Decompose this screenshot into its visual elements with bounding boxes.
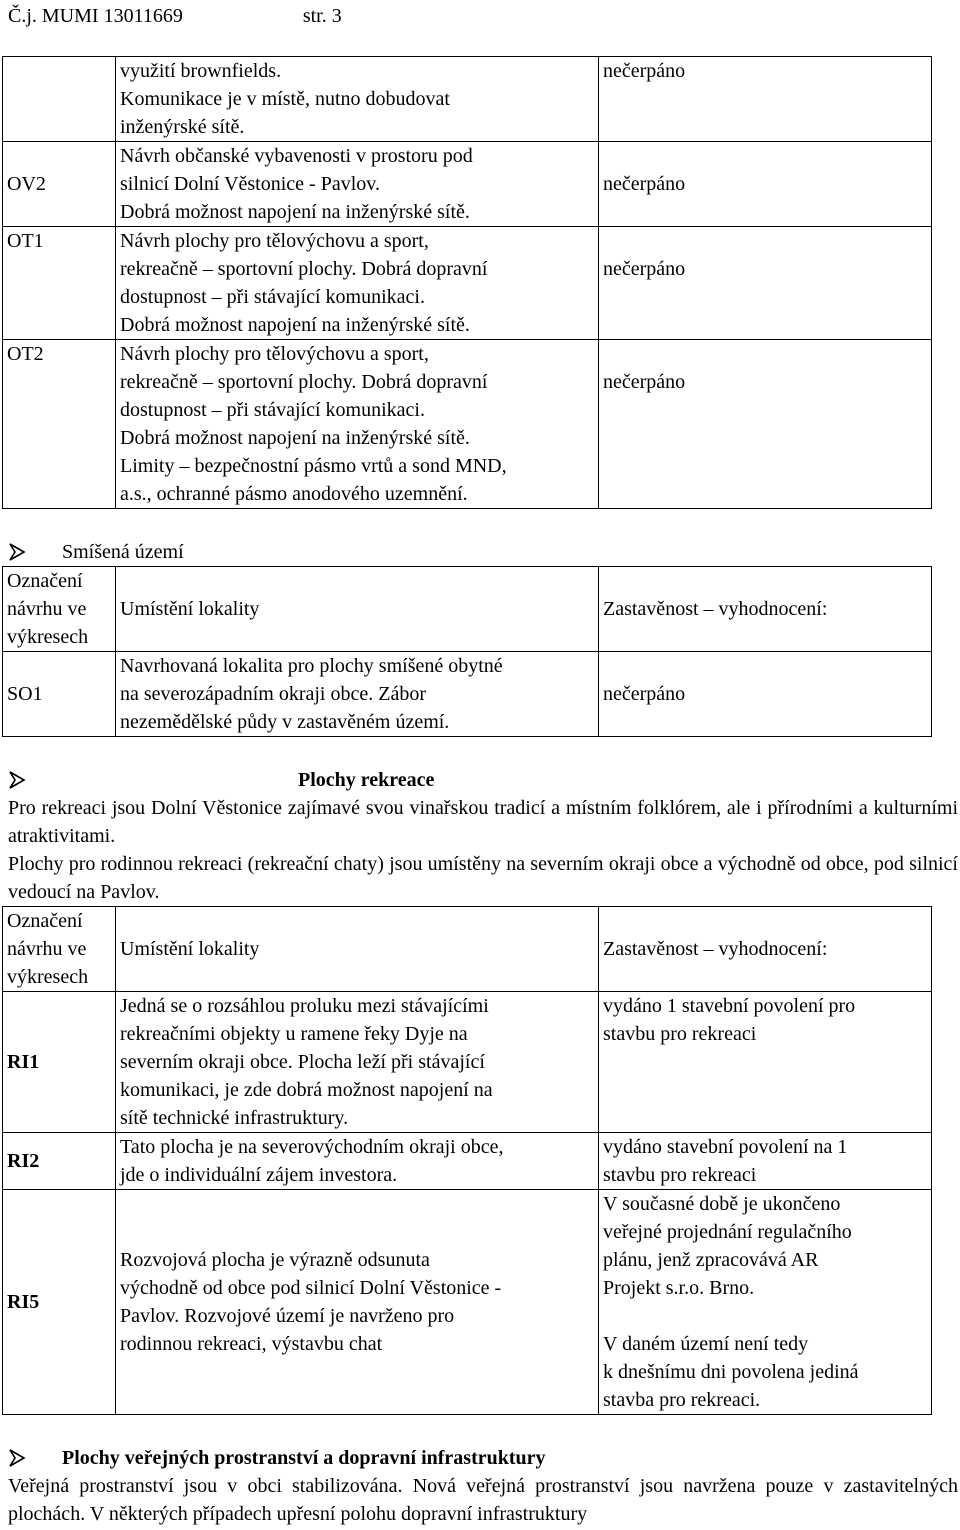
document-number: Č.j. MUMI 13011669 (8, 5, 183, 27)
arrowhead-bullet-icon (8, 1449, 26, 1467)
header-code-line: návrhu ve (7, 938, 87, 960)
public-spaces-paragraph: Veřejná prostranství jsou v obci stabilizována. Nová veřejná prostranství jsou navržena pouze v zastavitelných plochách. V některých případech upřesní polohu dopravní infrastruktury (8, 1475, 958, 1525)
row-line: Rozvojová plocha je výrazně odsunuta (120, 1249, 430, 1271)
evaluation-line: k dnešnímu dni povolena jediná (603, 1361, 859, 1383)
row-line: Komunikace je v místě, nutno dobudovat (120, 88, 450, 110)
evaluation: nečerpáno (603, 173, 686, 195)
table-row (3, 1190, 932, 1415)
area-code: RI5 (7, 1291, 40, 1313)
civic-sport-table (2, 56, 932, 509)
header-evaluation: Zastavěnost – vyhodnocení: (603, 938, 828, 960)
table-row (3, 57, 932, 142)
row-line: rekreačně – sportovní plochy. Dobrá dopravní (120, 371, 488, 393)
row-line: sítě technické infrastruktury. (120, 1107, 349, 1129)
header-code-line: návrhu ve (7, 598, 87, 620)
evaluation-line: vydáno stavební povolení na 1 (603, 1136, 848, 1158)
area-code: RI2 (7, 1150, 40, 1172)
header-code-line: Označení (7, 570, 83, 592)
section-title: Plochy veřejných prostranství a dopravní infrastruktury (62, 1447, 546, 1469)
evaluation: nečerpáno (603, 371, 686, 393)
row-line: Dobrá možnost napojení na inženýrské sítě. (120, 314, 470, 336)
area-code: OT2 (7, 343, 44, 365)
evaluation-line: plánu, jenž zpracovává AR (603, 1249, 819, 1271)
header-code-line: Označení (7, 910, 83, 932)
table-row (3, 142, 932, 227)
evaluation-line: stavbu pro rekreaci (603, 1023, 757, 1045)
evaluation-line: V současné době je ukončeno (603, 1193, 841, 1215)
recreation-table (2, 906, 932, 1415)
row-line: Limity – bezpečnostní pásmo vrtů a sond MND, (120, 455, 507, 477)
area-code: RI1 (7, 1051, 40, 1073)
page-header (8, 2, 342, 30)
header-evaluation: Zastavěnost – vyhodnocení: (603, 598, 828, 620)
row-line: komunikaci, je zde dobrá možnost napojení na (120, 1079, 493, 1101)
row-line: využití brownfields. (120, 60, 282, 82)
area-code: OV2 (7, 173, 46, 195)
section-heading-mixed (8, 538, 184, 566)
row-line: nezemědělské půdy v zastavěném území. (120, 711, 450, 733)
row-line: rekreačními objekty u ramene řeky Dyje na (120, 1023, 468, 1045)
section-title: Plochy rekreace (298, 769, 435, 791)
header-code-line: výkresech (7, 626, 89, 648)
area-code: SO1 (7, 683, 43, 705)
row-line: rodinnou rekreaci, výstavbu chat (120, 1333, 383, 1355)
row-line: rekreačně – sportovní plochy. Dobrá dopravní (120, 258, 488, 280)
area-code: OT1 (7, 230, 44, 252)
page-number: str. 3 (302, 5, 342, 27)
row-line: Jedná se o rozsáhlou proluku mezi stávajícími (120, 995, 489, 1017)
section-title: Smíšená území (62, 541, 184, 563)
row-line: Návrh plochy pro tělovýchovu a sport, (120, 343, 429, 365)
table-row (3, 992, 932, 1133)
mixed-areas-table (2, 566, 932, 737)
table-row (3, 227, 932, 340)
header-location: Umístění lokality (120, 938, 260, 960)
evaluation-line: stavbu pro rekreaci (603, 1164, 757, 1186)
row-line: inženýrské sítě. (120, 116, 245, 138)
arrowhead-bullet-icon (8, 771, 26, 789)
row-line: východně od obce pod silnicí Dolní Věstonice - (120, 1277, 502, 1299)
row-line: na severozápadním okraji obce. Zábor (120, 683, 426, 705)
evaluation-line: veřejné projednání regulačního (603, 1221, 852, 1243)
section-heading-recreation (8, 766, 434, 794)
row-line: Tato plocha je na severovýchodním okraji obce, (120, 1136, 504, 1158)
row-line: dostupnost – při stávající komunikaci. (120, 399, 425, 421)
table-header-row (3, 567, 932, 652)
evaluation-line: vydáno 1 stavební povolení pro (603, 995, 856, 1017)
header-location: Umístění lokality (120, 598, 260, 620)
evaluation: nečerpáno (603, 683, 686, 705)
evaluation: nečerpáno (603, 258, 686, 280)
row-line: Dobrá možnost napojení na inženýrské sítě. (120, 201, 470, 223)
table-row (3, 1133, 932, 1190)
section-heading-public (8, 1444, 546, 1472)
row-line: a.s., ochranné pásmo anodového uzemnění. (120, 483, 468, 505)
row-line: silnicí Dolní Věstonice - Pavlov. (120, 173, 380, 195)
evaluation-line: stavba pro rekreaci. (603, 1389, 761, 1411)
row-line: Dobrá možnost napojení na inženýrské sítě. (120, 427, 470, 449)
row-line: Návrh plochy pro tělovýchovu a sport, (120, 230, 429, 252)
table-row (3, 340, 932, 509)
arrowhead-bullet-icon (8, 543, 26, 561)
row-line: dostupnost – při stávající komunikaci. (120, 286, 425, 308)
row-line: severním okraji obce. Plocha leží při stávající (120, 1051, 485, 1073)
row-line: Návrh občanské vybavenosti v prostoru pod (120, 145, 473, 167)
table-row (3, 652, 932, 737)
recreation-paragraph-1: Pro rekreaci jsou Dolní Věstonice zajímavé svou vinařskou tradicí a místním folklórem, ale i přírodními a kulturními atraktivitami. (8, 797, 958, 847)
table-header-row (3, 907, 932, 992)
evaluation-line: Projekt s.r.o. Brno. (603, 1277, 755, 1299)
header-code-line: výkresech (7, 966, 89, 988)
evaluation: nečerpáno (603, 60, 686, 82)
row-line: Navrhovaná lokalita pro plochy smíšené obytné (120, 655, 503, 677)
row-line: Pavlov. Rozvojové území je navrženo pro (120, 1305, 455, 1327)
recreation-paragraph-2: Plochy pro rodinnou rekreaci (rekreační chaty) jsou umístěny na severním okraji obce a východně od obce, pod silnicí vedoucí na Pavlov. (8, 853, 958, 903)
evaluation-line: V daném území není tedy (603, 1333, 809, 1355)
row-line: jde o individuální zájem investora. (120, 1164, 398, 1186)
